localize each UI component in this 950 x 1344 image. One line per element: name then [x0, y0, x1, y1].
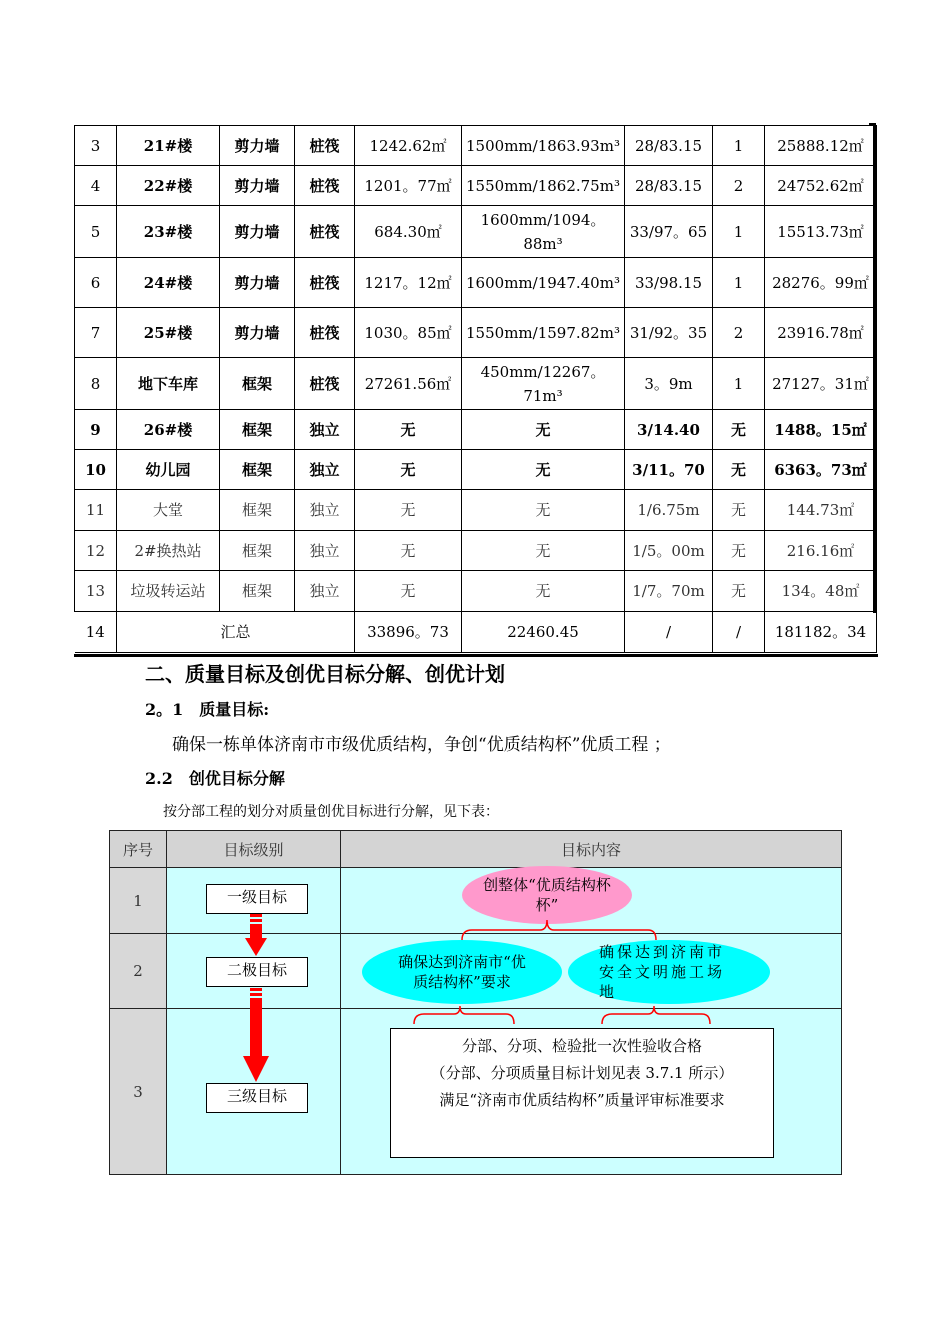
cell-area: 1217。12㎡ — [355, 258, 462, 308]
summary-no: 14 — [75, 612, 117, 653]
cell-height: 33/97。65 — [625, 206, 713, 258]
header-content: 目标内容 — [341, 831, 842, 868]
cell-area: 无 — [355, 450, 462, 490]
box-line-1: 分部、分项、检验批一次性验收合格 — [461, 1037, 702, 1055]
cell-basement: 2 — [713, 166, 765, 206]
cell-name: 垃圾转运站 — [117, 571, 220, 612]
cell-foundation: 桩筏 — [295, 166, 355, 206]
table-row — [75, 490, 877, 531]
table-row — [75, 126, 877, 166]
cell-structure: 框架 — [220, 410, 295, 450]
cell-basement: 无 — [713, 450, 765, 490]
cell-structure: 剪力墙 — [220, 206, 295, 258]
top-goal-ellipse: 创整体“优质结构杯杯” — [462, 866, 632, 924]
cell-structure: 框架 — [220, 358, 295, 410]
cell-total: 27127。31㎡ — [765, 358, 877, 410]
cell-basement: 无 — [713, 410, 765, 450]
cell-foundation: 独立 — [295, 410, 355, 450]
cell-name: 大堂 — [117, 490, 220, 531]
cell-area: 无 — [355, 410, 462, 450]
cell-raft: 1550mm/1862.75m³ — [462, 166, 625, 206]
cell-structure: 剪力墙 — [220, 126, 295, 166]
cell-height: 3/14.40 — [625, 410, 713, 450]
cell-no: 10 — [75, 450, 117, 490]
cell-structure: 框架 — [220, 531, 295, 571]
cell-name: 26#楼 — [117, 410, 220, 450]
cell-name: 幼儿园 — [117, 450, 220, 490]
cell-structure: 框架 — [220, 450, 295, 490]
level-2-box: 二极目标 — [206, 957, 308, 987]
table-row — [75, 308, 877, 358]
cell-area: 无 — [355, 531, 462, 571]
building-summary-table — [74, 125, 877, 653]
cell-structure: 框架 — [220, 490, 295, 531]
cell-foundation: 独立 — [295, 571, 355, 612]
cell-structure: 剪力墙 — [220, 166, 295, 206]
cell-height: 1/6.75m — [625, 490, 713, 531]
row-no-1: 1 — [110, 868, 167, 934]
table-row — [75, 206, 877, 258]
cell-foundation: 独立 — [295, 490, 355, 531]
cell-foundation: 桩筏 — [295, 206, 355, 258]
cell-foundation: 独立 — [295, 531, 355, 571]
table-row — [75, 531, 877, 571]
cell-name: 22#楼 — [117, 166, 220, 206]
cell-no: 11 — [75, 490, 117, 531]
cell-area: 27261.56㎡ — [355, 358, 462, 410]
cell-name: 23#楼 — [117, 206, 220, 258]
summary-basement: / — [713, 612, 765, 653]
table-row — [75, 410, 877, 450]
cell-foundation: 桩筏 — [295, 358, 355, 410]
cell-no: 5 — [75, 206, 117, 258]
cell-raft: 无 — [462, 571, 625, 612]
cell-area: 1242.62㎡ — [355, 126, 462, 166]
header-level: 目标级别 — [167, 831, 341, 868]
summary-raft: 22460.45 — [462, 612, 625, 653]
cell-no: 13 — [75, 571, 117, 612]
cell-area: 无 — [355, 571, 462, 612]
cell-basement: 无 — [713, 490, 765, 531]
cell-basement: 无 — [713, 571, 765, 612]
cell-height: 3/11。70 — [625, 450, 713, 490]
cell-foundation: 桩筏 — [295, 308, 355, 358]
cell-no: 7 — [75, 308, 117, 358]
cell-no: 9 — [75, 410, 117, 450]
cell-name: 地下车库 — [117, 358, 220, 410]
cell-foundation: 桩筏 — [295, 126, 355, 166]
cell-basement: 1 — [713, 258, 765, 308]
cell-raft: 无 — [462, 450, 625, 490]
brace-lines-icon — [410, 910, 730, 1030]
row-no-3: 3 — [110, 1009, 167, 1175]
cell-total: 1488。15㎡ — [765, 410, 877, 450]
cell-basement: 1 — [713, 206, 765, 258]
cell-area: 无 — [355, 490, 462, 531]
cell-height: 28/83.15 — [625, 126, 713, 166]
cell-raft: 450mm/12267。71m³ — [462, 358, 625, 410]
table-row — [75, 571, 877, 612]
quality-target-text: 确保一栋单体济南市市级优质结构，争创“优质结构杯”优质工程 ； — [172, 735, 671, 755]
cell-raft: 无 — [462, 410, 625, 450]
row-no-2: 2 — [110, 934, 167, 1009]
cell-height: 28/83.15 — [625, 166, 713, 206]
cell-no: 3 — [75, 126, 117, 166]
cell-raft: 无 — [462, 490, 625, 531]
cell-total: 25888.12㎡ — [765, 126, 877, 166]
subheading-target-breakdown: 2.2 创优目标分解 — [145, 769, 285, 788]
cell-raft: 1600mm/1094。88m³ — [462, 206, 625, 258]
box-line-2: （分部、分项质量目标计划见表 3.7.1 所示） — [430, 1064, 734, 1082]
table-row — [75, 358, 877, 410]
cell-structure: 框架 — [220, 571, 295, 612]
cell-raft: 1500mm/1863.93m³ — [462, 126, 625, 166]
box-line-3: 满足“济南市优质结构杯”质量评审标准要求 — [439, 1091, 725, 1109]
cell-raft: 无 — [462, 531, 625, 571]
level-1-box: 一级目标 — [206, 884, 308, 914]
table-bottom-border — [74, 654, 878, 657]
cell-area: 1030。85㎡ — [355, 308, 462, 358]
cell-no: 4 — [75, 166, 117, 206]
cell-total: 15513.73㎡ — [765, 206, 877, 258]
cell-basement: 2 — [713, 308, 765, 358]
cell-height: 31/92。35 — [625, 308, 713, 358]
cell-structure: 剪力墙 — [220, 308, 295, 358]
cell-basement: 1 — [713, 358, 765, 410]
cell-total: 6363。73㎡ — [765, 450, 877, 490]
cell-name: 24#楼 — [117, 258, 220, 308]
cell-height: 1/5。00m — [625, 531, 713, 571]
cell-total: 23916.78㎡ — [765, 308, 877, 358]
summary-height: / — [625, 612, 713, 653]
right-goal-ellipse: 确保达到济南市安全文明施工场地 — [568, 940, 770, 1004]
level-3-box: 三级目标 — [206, 1083, 308, 1113]
cell-height: 1/7。70m — [625, 571, 713, 612]
cell-height: 3。9m — [625, 358, 713, 410]
summary-row — [75, 612, 877, 653]
cell-total: 28276。99㎡ — [765, 258, 877, 308]
cell-basement: 无 — [713, 531, 765, 571]
cell-name: 21#楼 — [117, 126, 220, 166]
summary-total: 181182。34 — [765, 612, 877, 653]
cell-no: 12 — [75, 531, 117, 571]
cell-foundation: 独立 — [295, 450, 355, 490]
left-goal-ellipse: 确保达到济南市“优质结构杯”要求 — [362, 940, 562, 1004]
down-arrows-icon — [240, 912, 280, 1092]
cell-total: 134。48㎡ — [765, 571, 877, 612]
subheading-quality-target: 2。1 质量目标: — [145, 700, 270, 719]
breakdown-intro-text: 按分部工程的划分对质量创优目标进行分解，见下表： — [163, 804, 499, 820]
cell-total: 144.73㎡ — [765, 490, 877, 531]
section-heading: 二、质量目标及创优目标分解、创优计划 — [145, 662, 505, 686]
cell-no: 8 — [75, 358, 117, 410]
cell-total: 24752.62㎡ — [765, 166, 877, 206]
cell-foundation: 桩筏 — [295, 258, 355, 308]
table-row — [75, 258, 877, 308]
cell-name: 2#换热站 — [117, 531, 220, 571]
cell-name: 25#楼 — [117, 308, 220, 358]
cell-raft: 1550mm/1597.82m³ — [462, 308, 625, 358]
cell-height: 33/98.15 — [625, 258, 713, 308]
summary-area: 33896。73 — [355, 612, 462, 653]
table-row — [75, 166, 877, 206]
cell-raft: 1600mm/1947.40m³ — [462, 258, 625, 308]
cell-basement: 1 — [713, 126, 765, 166]
header-no: 序号 — [110, 831, 167, 868]
cell-area: 1201。77㎡ — [355, 166, 462, 206]
cell-area: 684.30㎡ — [355, 206, 462, 258]
table-row — [75, 450, 877, 490]
cell-total: 216.16㎡ — [765, 531, 877, 571]
cell-structure: 剪力墙 — [220, 258, 295, 308]
level-3-content-box — [390, 1028, 774, 1158]
cell-no: 6 — [75, 258, 117, 308]
summary-label: 汇总 — [117, 612, 355, 653]
